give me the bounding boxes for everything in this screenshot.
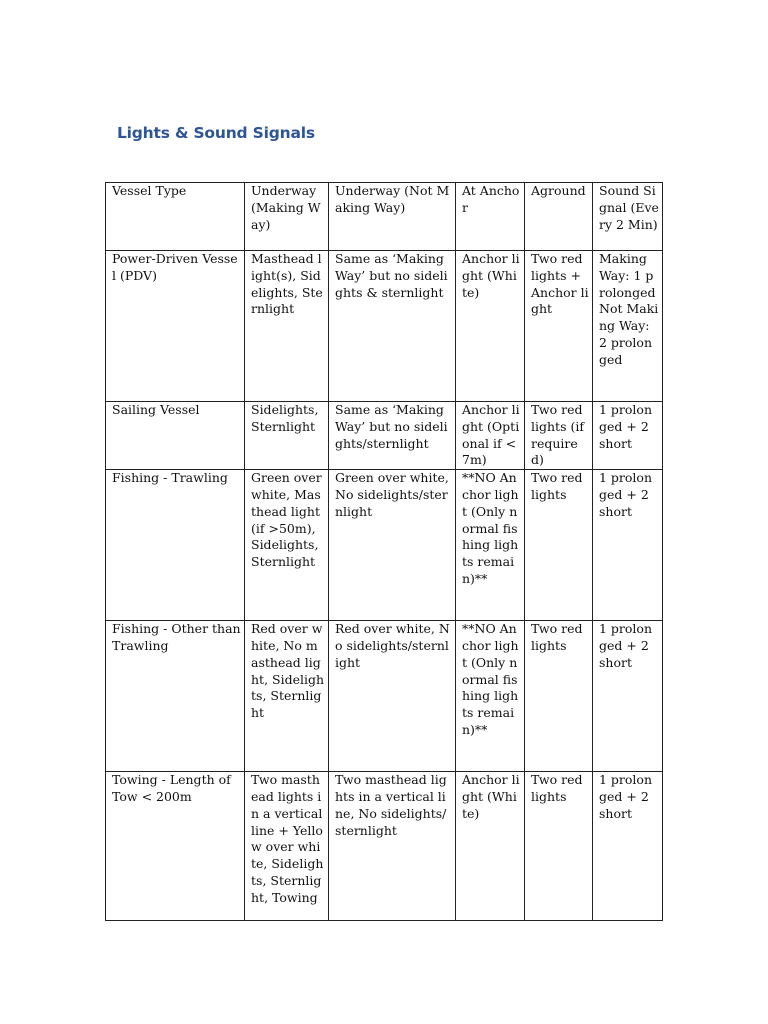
table-row-towing [106,772,663,921]
cell-underway-making-way: Two masthead lights in a vertical line + Yellow over white, Sidelights, Sternlight, Towing [245,772,329,921]
cell-sound-signal [593,251,663,402]
sound-signal-making-way: Making Way: 1 prolonged [599,251,656,300]
cell-underway-making-way: Red over white, No masthead light, Sidelights, Sternlight [245,621,329,772]
cell-aground: Two red lights + Anchor light [525,251,593,402]
sound-signal-not-making-way: Not Making Way: 2 prolonged [599,301,659,367]
cell-underway-not-making-way: Two masthead lights in a vertical line, No sidelights/sternlight [329,772,456,921]
header-underway-making-way: Underway (Making Way) [245,183,329,251]
header-aground: Aground [525,183,593,251]
cell-sound-signal: 1 prolonged + 2 short [593,772,663,921]
cell-underway-making-way: Green over white, Masthead light (if >50m), Sidelights, Sternlight [245,470,329,621]
header-at-anchor: At Anchor [456,183,525,251]
cell-vessel-type: Power-Driven Vessel (PDV) [106,251,245,402]
cell-at-anchor: Anchor light (White) [456,772,525,921]
table-row-fishing-other [106,621,663,772]
cell-sound-signal: 1 prolonged + 2 short [593,470,663,621]
document-title: Lights & Sound Signals [117,124,315,142]
lights-sound-signals-table [105,182,663,921]
cell-underway-not-making-way: Same as ‘Making Way’ but no sidelights & sternlight [329,251,456,402]
cell-at-anchor: Anchor light (Optional if <7m) [456,402,525,470]
cell-at-anchor: **NO Anchor light (Only normal fishing lights remain)** [456,621,525,772]
header-underway-not-making-way: Underway (Not Making Way) [329,183,456,251]
cell-underway-making-way: Masthead light(s), Sidelights, Sternlight [245,251,329,402]
cell-aground: Two red lights [525,621,593,772]
cell-sound-signal: 1 prolonged + 2 short [593,402,663,470]
table-row-power-driven-vessel [106,251,663,402]
cell-vessel-type: Towing - Length of Tow < 200m [106,772,245,921]
table-row-fishing-trawling [106,470,663,621]
cell-underway-making-way: Sidelights, Sternlight [245,402,329,470]
table-header-row [106,183,663,251]
cell-vessel-type: Fishing - Other than Trawling [106,621,245,772]
cell-underway-not-making-way: Green over white, No sidelights/sternlight [329,470,456,621]
cell-underway-not-making-way: Same as ‘Making Way’ but no sidelights/sternlight [329,402,456,470]
cell-underway-not-making-way: Red over white, No sidelights/sternlight [329,621,456,772]
cell-vessel-type: Sailing Vessel [106,402,245,470]
cell-aground: Two red lights [525,772,593,921]
cell-aground: Two red lights [525,470,593,621]
cell-sound-signal: 1 prolonged + 2 short [593,621,663,772]
cell-at-anchor: **NO Anchor light (Only normal fishing lights remain)** [456,470,525,621]
cell-vessel-type: Fishing - Trawling [106,470,245,621]
table-row-sailing-vessel [106,402,663,470]
cell-aground: Two red lights (if required) [525,402,593,470]
header-vessel-type: Vessel Type [106,183,245,251]
header-sound-signal: Sound Signal (Every 2 Min) [593,183,663,251]
cell-at-anchor: Anchor light (White) [456,251,525,402]
